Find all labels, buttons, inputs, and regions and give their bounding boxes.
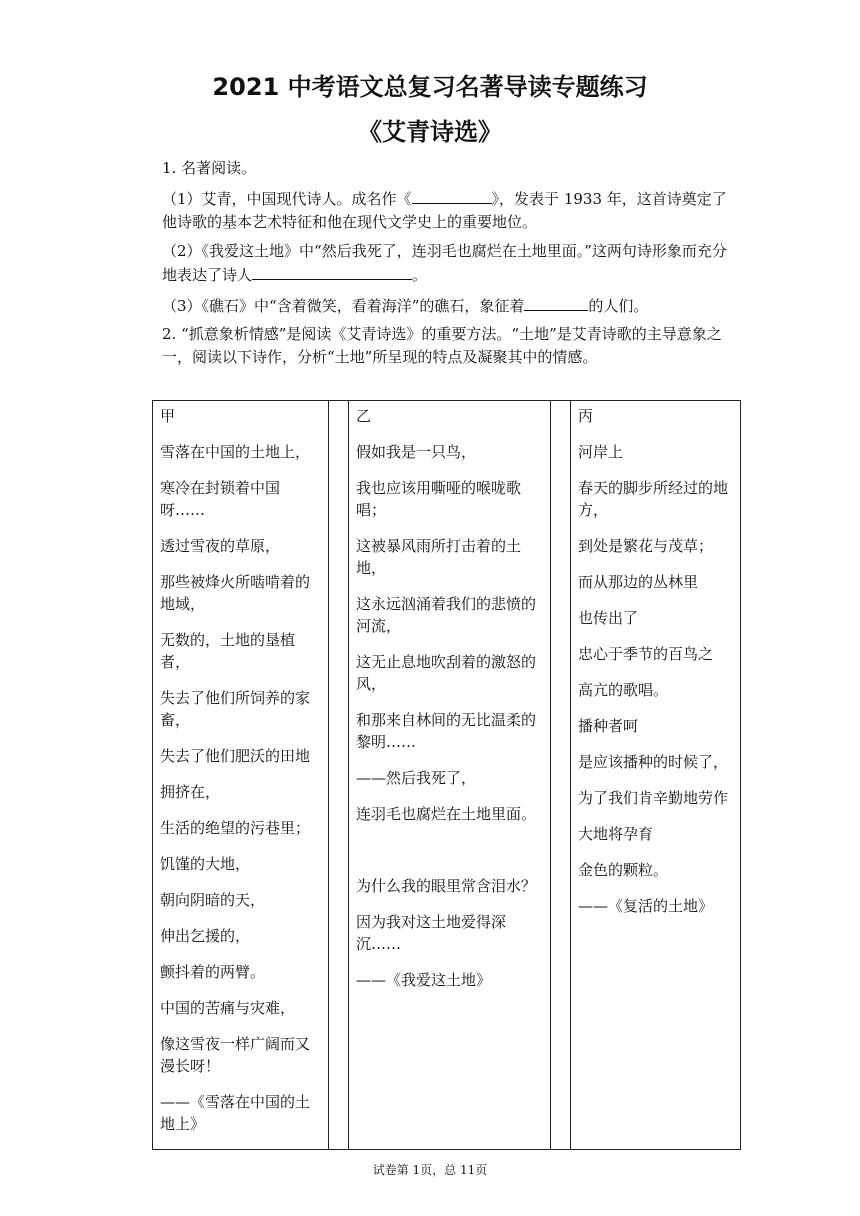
column-header-bing: 丙	[578, 407, 594, 425]
poem-line: 中国的苦痛与灾难，	[160, 999, 296, 1017]
answer-blank-2[interactable]	[252, 263, 412, 280]
question-1-heading: 1. 名著阅读。	[162, 159, 257, 177]
poem-yi-lines	[356, 441, 544, 991]
part-3-text-a: （3）《礁石》中“含着微笑，看着海洋”的礁石，象征着	[162, 297, 525, 315]
part-2-text-b: 。	[412, 266, 428, 284]
poem-line: 忠心于季节的百鸟之	[578, 645, 714, 663]
part-1-text-b: 》，发表于 1933 年，这首诗奠定了他诗歌的基本艺术特征和他在现代文学史上的重要地位。	[162, 190, 727, 231]
poems-table	[152, 400, 741, 1150]
poem-line: 因为我对这土地爱得深沉……	[356, 913, 507, 953]
poem-line: 金色的颗粒。	[578, 861, 669, 879]
poem-line: 拥挤在，	[160, 783, 221, 801]
poem-line: 失去了他们所饲养的家畜，	[160, 689, 311, 729]
poem-column-yi	[349, 401, 551, 1150]
poem-column-jia	[153, 401, 329, 1150]
poem-jia-lines	[160, 441, 322, 1135]
part-2-text-a: （2）《我爱这土地》中“然后我死了，连羽毛也腐烂在土地里面。”这两句诗形象而充分地表达了诗人	[162, 242, 727, 284]
poem-line: 颤抖着的两臂。	[160, 963, 266, 981]
poem-line: 这永远汹涌着我们的悲愤的河流，	[356, 595, 537, 635]
column-divider	[329, 401, 349, 1150]
poem-line: 为什么我的眼里常含泪水？	[356, 877, 537, 895]
page-subtitle: 《艾青诗选》	[358, 118, 502, 146]
question-1-part-1	[162, 187, 732, 234]
part-3-text-b: 的人们。	[588, 297, 649, 315]
poem-line: 也传出了	[578, 609, 639, 627]
column-header-jia: 甲	[160, 407, 176, 425]
poem-line: 生活的绝望的污巷里；	[160, 819, 311, 837]
poem-line: 这无止息地吹刮着的激怒的风，	[356, 653, 537, 693]
question-1-part-3	[162, 294, 732, 318]
poem-line: 春天的脚步所经过的地方，	[578, 479, 729, 519]
question-2-text: 2. “抓意象析情感”是阅读《艾青诗选》的重要方法。“土地”是艾青诗歌的主导意象之一，阅读以下诗作，分析“土地”所呈现的特点及凝聚其中的情感。	[162, 325, 722, 366]
poem-line: 透过雪夜的草原，	[160, 537, 281, 555]
stanza-break	[356, 839, 544, 875]
page-footer: 试卷第 1页，总 11页	[372, 1163, 488, 1177]
part-1-text-a: （1）艾青，中国现代诗人。成名作《	[162, 190, 412, 208]
poem-line: 假如我是一只鸟，	[356, 443, 477, 461]
poem-line: 朝向阴暗的天，	[160, 891, 266, 909]
poem-line: 那些被烽火所啮啃着的地域，	[160, 573, 311, 613]
poem-line: 无数的，土地的垦植者，	[160, 631, 296, 671]
poem-line: 是应该播种的时候了，	[578, 753, 729, 771]
poem-source: ——《雪落在中国的土地上》	[160, 1093, 311, 1133]
poem-line: 这被暴风雨所打击着的土地，	[356, 537, 522, 577]
answer-blank-3[interactable]	[524, 294, 588, 311]
poem-line: 寒冷在封锁着中国呀……	[160, 479, 281, 519]
poem-bing-lines	[578, 441, 734, 917]
poem-line: 播种者呵	[578, 717, 639, 735]
poem-source: ——《我爱这土地》	[356, 971, 492, 989]
poem-line: 和那来自林间的无比温柔的黎明……	[356, 711, 537, 751]
poem-line: 连羽毛也腐烂在土地里面。	[356, 805, 537, 823]
poem-line: 河岸上	[578, 443, 624, 461]
poem-line: 雪落在中国的土地上，	[160, 443, 311, 461]
poem-line: 失去了他们肥沃的田地	[160, 747, 311, 765]
poem-column-bing	[571, 401, 741, 1150]
poem-line: 我也应该用嘶哑的喉咙歌唱；	[356, 479, 522, 519]
poem-line: 为了我们肯辛勤地劳作	[578, 789, 729, 807]
poem-line: 到处是繁花与茂草；	[578, 537, 714, 555]
poem-line: 饥馑的大地，	[160, 855, 251, 873]
poem-line: 伸出乞援的，	[160, 927, 251, 945]
poem-line: 像这雪夜一样广阔而又漫长呀！	[160, 1035, 311, 1075]
poem-line: 高亢的歌唱。	[578, 681, 669, 699]
answer-blank-1[interactable]	[412, 187, 492, 204]
poem-line: ——然后我死了，	[356, 769, 477, 787]
poem-line: 大地将孕育	[578, 825, 654, 843]
column-header-yi: 乙	[356, 407, 372, 425]
column-divider	[551, 401, 571, 1150]
poem-source: ——《复活的土地》	[578, 897, 714, 915]
page-title: 2021 中考语文总复习名著导读专题练习	[212, 73, 648, 101]
poem-line: 而从那边的丛林里	[578, 573, 699, 591]
question-1-part-2	[162, 240, 732, 287]
